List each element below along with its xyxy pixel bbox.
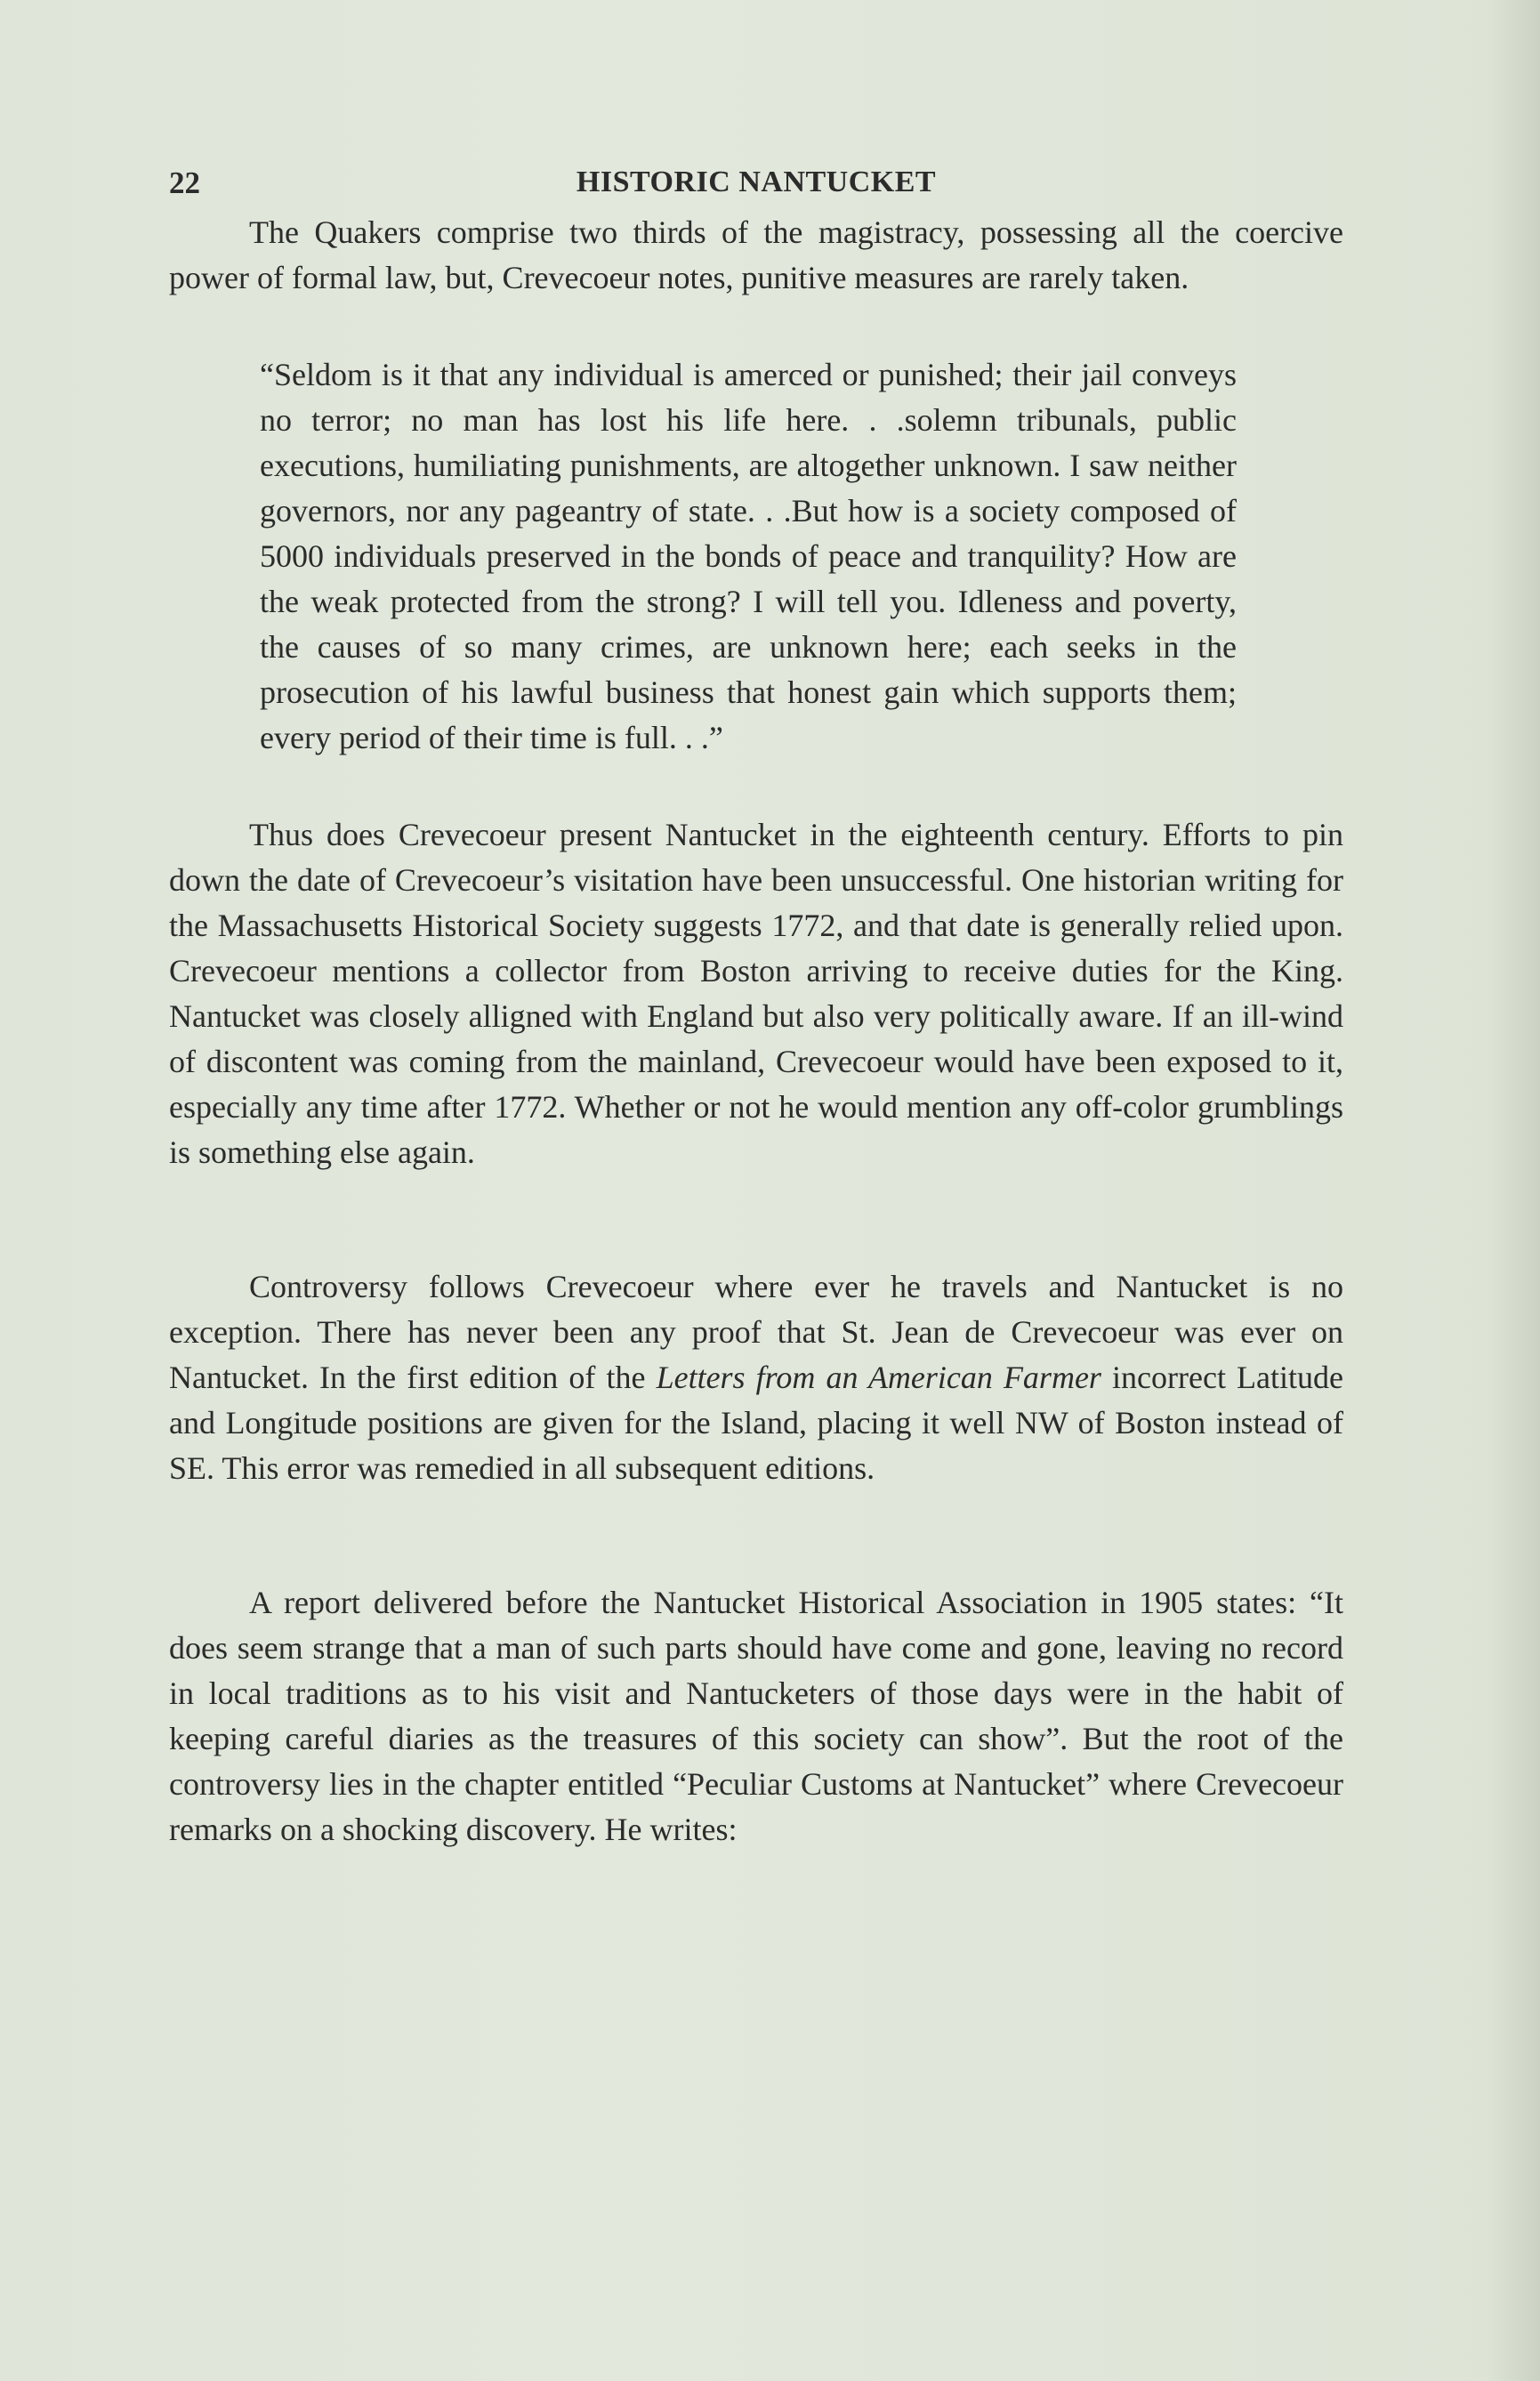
- paragraph-controversy: [169, 1264, 1343, 1491]
- spine-shadow: [1487, 0, 1540, 2381]
- paragraph-controversy-text-1: Controversy follows Crevecoeur where ever he travels and Nantucket is no exception. There has never been any proof that St. Jean de Crevecoeur was ever on Nantucket. In the first edition of the: [169, 1269, 1343, 1395]
- body-text: [169, 210, 1343, 1852]
- running-head: HISTORIC NANTUCKET: [576, 165, 937, 198]
- paragraph-controversy-text-2: incorrect Latitude and Longitude positions are given for the Island, placing it well NW of Boston instead of SE. This error was remedied in all subsequent editions.: [169, 1360, 1344, 1486]
- block-quote: “Seldom is it that any individual is amerced or punished; their jail conveys no terror; no man has lost his life here. . .solemn tribunals, public executions, humiliating punishments, are altogether unknown. I saw neither governors, nor any pageantry of state. . .But how is a society composed of 5000 individuals preserved in the bonds of peace and tranquility? How are the weak protected from the strong? I will tell you. Idleness and poverty, the causes of so many crimes, are unknown here; each seeks in the prosecution of his lawful business that honest gain which supports them; every period of their time is full. . .”: [260, 357, 1237, 755]
- paragraph-eighteenth-century: Thus does Crevecoeur present Nantucket in the eighteenth century. Efforts to pin down the date of Crevecoeur’s visitation have been unsuccessful. One historian writing for the Massachusetts Historical Society suggests 1772, and that date is generally relied upon. Crevecoeur mentions a collector from Boston arriving to receive duties for the King. Nantucket was closely alligned with England but also very politically aware. If an ill-wind of discontent was coming from the mainland, Crevecoeur would have been exposed to it, especially any time after 1772. Whether or not he would mention any off-color grumblings is something else again.: [169, 817, 1343, 1170]
- page-header: [169, 165, 1343, 206]
- page-number: 22: [169, 165, 200, 200]
- paragraph-quakers: The Quakers comprise two thirds of the magistracy, possessing all the coercive power of formal law, but, Crevecoeur notes, punitive measures are rarely taken.: [169, 214, 1343, 295]
- book-title-italic: Letters from an American Farmer: [656, 1360, 1101, 1395]
- paragraph-report-1905: A report delivered before the Nantucket Historical Association in 1905 states: “It does seem strange that a man of such parts should have come and gone, leaving no record in local traditions as to his visit and Nantucketers of those days were in the habit of keeping careful diaries as the treasures of this society can show”. But the root of the controversy lies in the chapter entitled “Peculiar Customs at Nantucket” where Crevecoeur remarks on a shocking discovery. He writes:: [169, 1585, 1343, 1847]
